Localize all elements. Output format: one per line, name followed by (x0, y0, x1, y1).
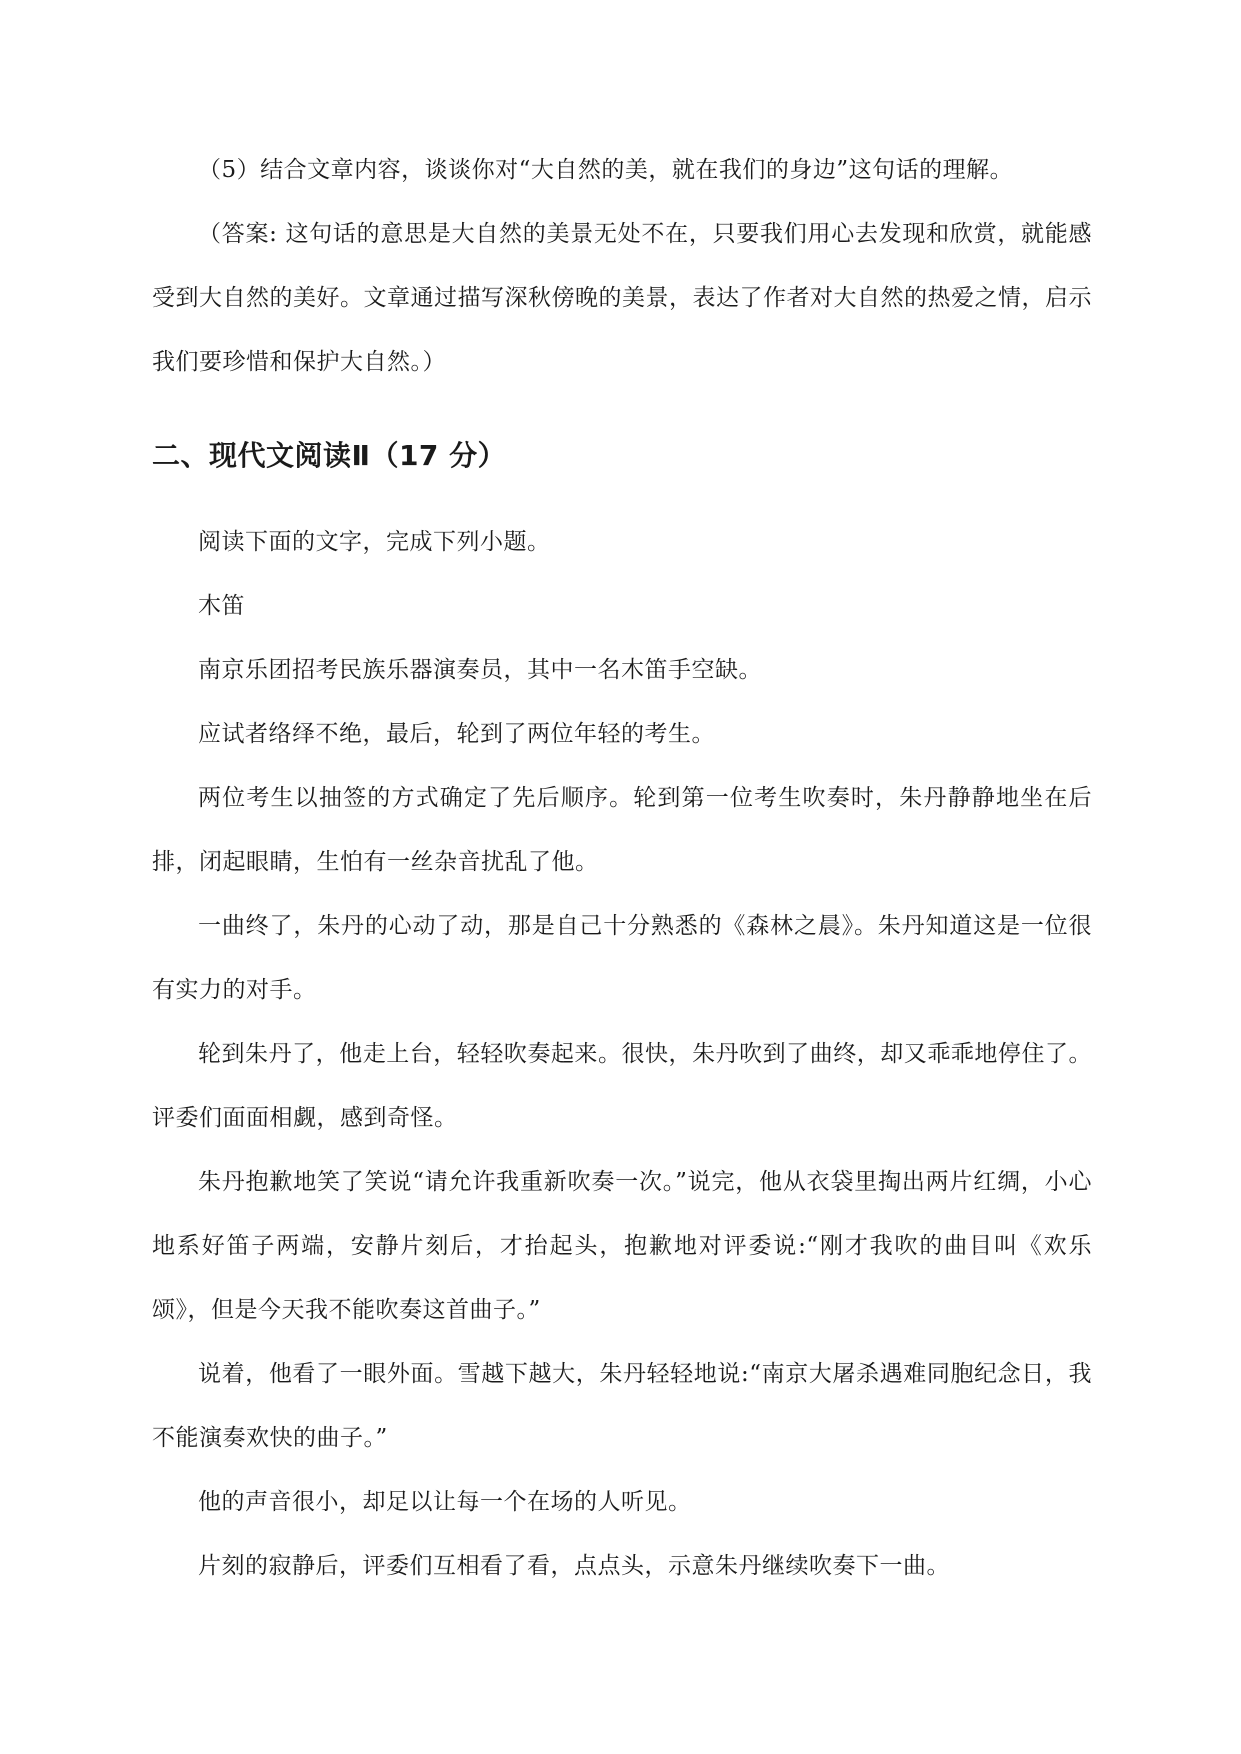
story-paragraph: 南京乐团招考民族乐器演奏员，其中一名木笛手空缺。 (198, 657, 762, 683)
story-title: 木笛 (198, 593, 245, 619)
story-paragraph: 说着，他看了一眼外面。雪越下越大，朱丹轻轻地说:“南京大屠杀遇难同胞纪念日，我不能演奏欢快的曲子。” (152, 1361, 1092, 1451)
story-paragraph: 他的声音很小，却足以让每一个在场的人听见。 (198, 1489, 692, 1515)
reading-instruction: 阅读下面的文字，完成下列小题。 (198, 529, 551, 555)
document-page (152, 138, 1092, 1598)
section-heading: 二、现代文阅读Ⅱ（17 分） (152, 439, 507, 472)
question-5-answer: （答案: 这句话的意思是大自然的美景无处不在，只要我们用心去发现和欣赏，就能感受到大自然的美好。文章通过描写深秋傍晚的美景，表达了作者对大自然的热爱之情，启示我们要珍惜和保护大自然。） (152, 221, 1092, 375)
story-paragraph: 一曲终了，朱丹的心动了动，那是自己十分熟悉的《森林之晨》。朱丹知道这是一位很有实力的对手。 (152, 913, 1092, 1003)
story-paragraph: 片刻的寂静后，评委们互相看了看，点点头，示意朱丹继续吹奏下一曲。 (198, 1553, 950, 1579)
story-paragraph: 朱丹抱歉地笑了笑说“请允许我重新吹奏一次。”说完，他从衣袋里掏出两片红绸，小心地系好笛子两端，安静片刻后，才抬起头，抱歉地对评委说:“刚才我吹的曲目叫《欢乐颂》，但是今天我不能吹奏这首曲子。” (152, 1169, 1092, 1323)
story-paragraph: 两位考生以抽签的方式确定了先后顺序。轮到第一位考生吹奏时，朱丹静静地坐在后排，闭起眼睛，生怕有一丝杂音扰乱了他。 (152, 785, 1092, 875)
story-paragraph: 应试者络绎不绝，最后，轮到了两位年轻的考生。 (198, 721, 715, 747)
question-5-prompt: （5）结合文章内容，谈谈你对“大自然的美，就在我们的身边”这句话的理解。 (198, 157, 1014, 183)
story-paragraph: 轮到朱丹了，他走上台，轻轻吹奏起来。很快，朱丹吹到了曲终，却又乖乖地停住了。评委们面面相觑，感到奇怪。 (152, 1041, 1092, 1131)
